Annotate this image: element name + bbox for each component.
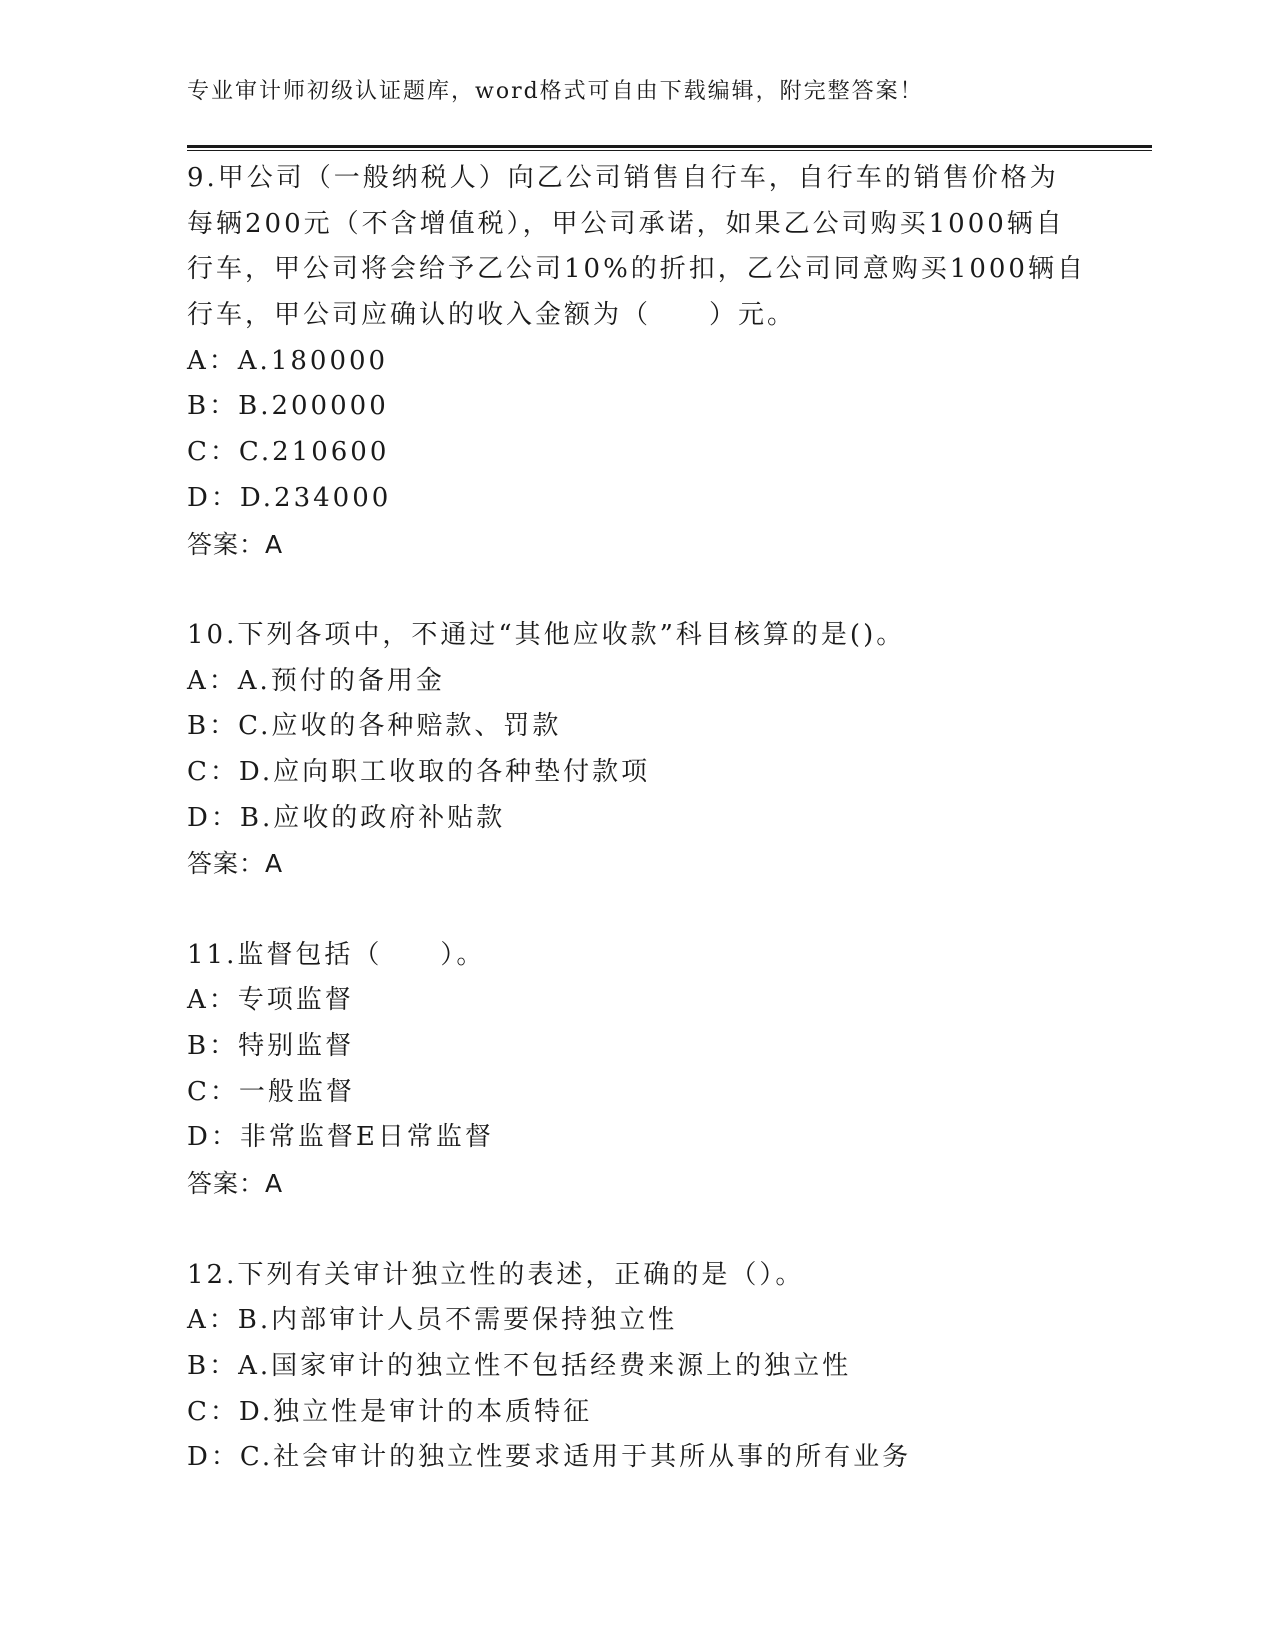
answer-line: 答案：A [187, 1169, 284, 1199]
question-stem-line: 行车，甲公司将会给予乙公司10%的折扣，乙公司同意购买1000辆自 [187, 254, 1086, 285]
option-d: D：非常监督E日常监督 [187, 1122, 494, 1153]
question-11 [187, 933, 1087, 1207]
option-a: A：B.内部审计人员不需要保持独立性 [187, 1305, 678, 1336]
question-10 [187, 613, 1087, 887]
question-stem-line: 9.甲公司（一般纳税人）向乙公司销售自行车，自行车的销售价格为 [187, 163, 1059, 193]
option-c: C：一般监督 [187, 1076, 355, 1107]
question-9 [187, 156, 1087, 567]
option-b: B：A.国家审计的独立性不包括经费来源上的独立性 [187, 1350, 852, 1381]
question-stem-line: 行车，甲公司应确认的收入金额为（ ）元。 [187, 300, 797, 331]
option-d: D：B.应收的政府补贴款 [187, 802, 506, 833]
question-stem-line: 12.下列有关审计独立性的表述，正确的是（）。 [187, 1259, 805, 1290]
option-c: C：D.应向职工收取的各种垫付款项 [187, 756, 651, 787]
option-a: A：A.预付的备用金 [187, 665, 445, 696]
option-a: A：专项监督 [187, 985, 354, 1016]
option-c: C：C.210600 [187, 437, 390, 468]
question-stem-line: 11.监督包括（ ）。 [187, 939, 486, 970]
question-12 [187, 1253, 1087, 1481]
option-c: C：D.独立性是审计的本质特征 [187, 1396, 593, 1427]
answer-line: 答案：A [187, 849, 284, 879]
header-rule-thin [187, 150, 1152, 151]
option-a: A：A.180000 [187, 345, 389, 376]
page-header: 专业审计师初级认证题库，word格式可自由下载编辑，附完整答案！ [187, 79, 924, 104]
header-rule-thick [187, 145, 1152, 148]
option-b: B：C.应收的各种赔款、罚款 [187, 711, 562, 742]
option-d: D：D.234000 [187, 482, 392, 513]
question-stem-line: 每辆200元（不含增值税），甲公司承诺，如果乙公司购买1000辆自 [187, 208, 1065, 239]
option-b: B：特别监督 [187, 1031, 355, 1062]
question-stem-line: 10.下列各项中，不通过“其他应收款”科目核算的是()。 [187, 619, 906, 650]
option-d: D：C.社会审计的独立性要求适用于其所从事的所有业务 [187, 1442, 912, 1473]
question-list [187, 156, 1087, 1481]
option-b: B：B.200000 [187, 391, 389, 422]
answer-line: 答案：A [187, 529, 284, 559]
